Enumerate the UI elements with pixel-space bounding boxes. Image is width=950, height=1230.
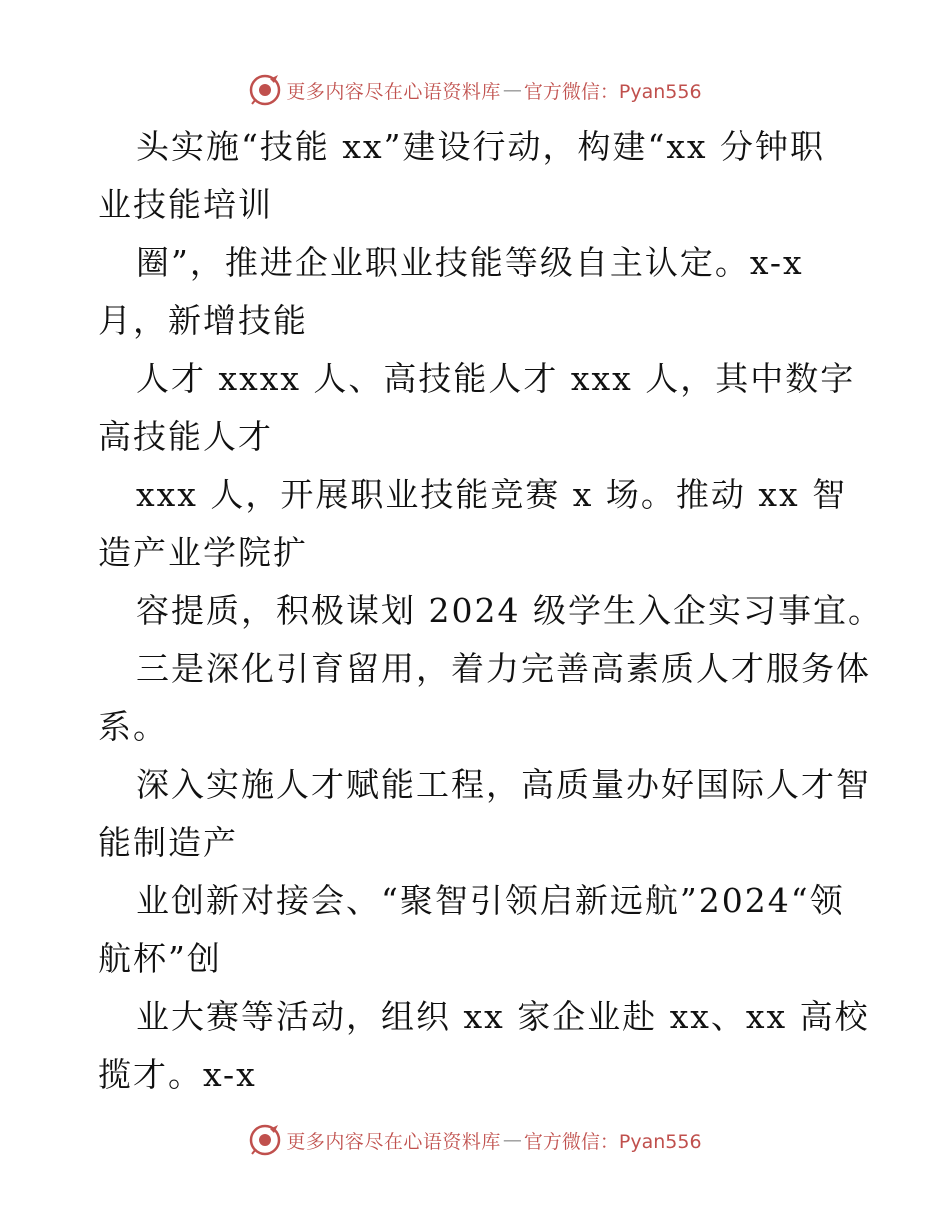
footer-watermark	[0, 1122, 950, 1158]
text-line: 人才 xxxx 人、高技能人才 xxx 人，其中数字	[136, 359, 856, 398]
watermark-separator: —	[502, 1129, 522, 1151]
watermark-contact: 官方微信：Pyan556	[523, 1130, 702, 1153]
text-line: 业创新对接会、“聚智引领启新远航”2024“领	[136, 881, 845, 920]
text-line: 深入实施人才赋能工程，高质量办好国际人才智	[136, 765, 871, 804]
text-line: 高技能人才	[98, 417, 273, 456]
text-line: xxx 人，开展职业技能竞赛 x 场。推动 xx 智	[136, 475, 848, 514]
text-line: 头实施“技能 xx”建设行动，构建“xx 分钟职	[136, 127, 826, 166]
quill-seal-icon	[248, 73, 282, 107]
document-body	[98, 118, 883, 1104]
watermark-contact: 官方微信：Pyan556	[523, 80, 702, 103]
text-line: 月，新增技能	[98, 301, 308, 340]
text-line: 能制造产	[98, 823, 238, 862]
watermark-site: 更多内容尽在心语资料库	[286, 80, 501, 103]
text-line: 业技能培训	[98, 185, 273, 224]
text-line: 航杯”创	[98, 939, 222, 978]
text-line: 造产业学院扩	[98, 533, 308, 572]
text-line: 系。	[98, 707, 168, 746]
text-line: 容提质，积极谋划 2024 级学生入企实习事宜。	[136, 591, 883, 630]
text-line: 业大赛等活动，组织 xx 家企业赴 xx、xx 高校	[136, 997, 870, 1036]
watermark-site: 更多内容尽在心语资料库	[286, 1130, 501, 1153]
header-watermark	[0, 72, 950, 108]
text-line: 圈”，推进企业职业技能等级自主认定。x-x	[136, 243, 804, 282]
quill-seal-icon	[248, 1123, 282, 1157]
text-line: 揽才。x-x	[98, 1055, 257, 1094]
text-line: 三是深化引育留用，着力完善高素质人才服务体	[136, 649, 871, 688]
watermark-separator: —	[502, 79, 522, 101]
